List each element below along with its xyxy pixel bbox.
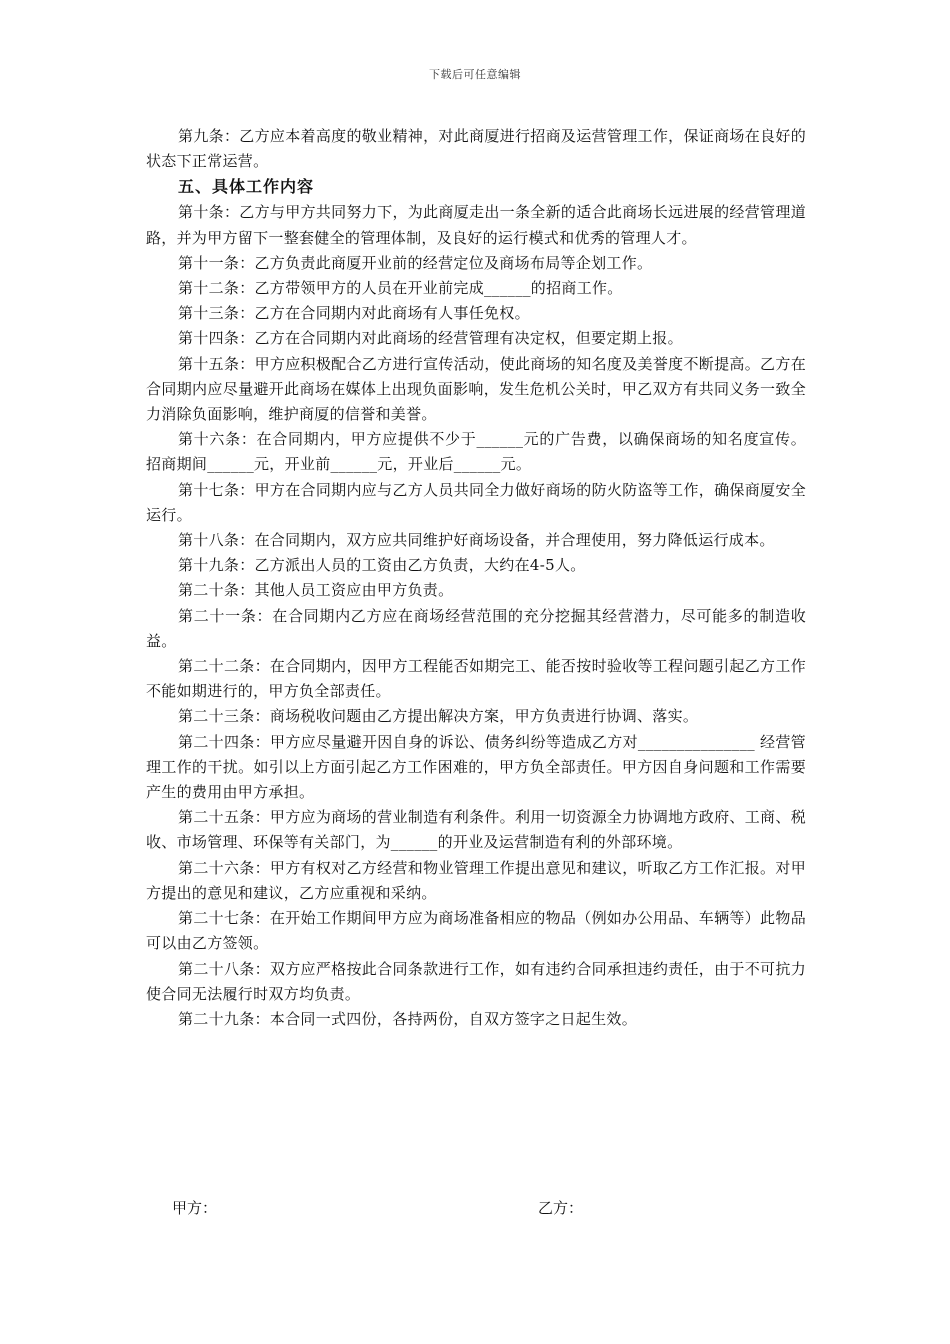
- clause-18: 第十八条：在合同期内，双方应共同维护好商场设备，并合理使用，努力降低运行成本。: [178, 531, 775, 550]
- contract-body: [146, 124, 806, 1032]
- clause-12: 第十二条：乙方带领甲方的人员在开业前完成______的招商工作。: [178, 279, 623, 298]
- clause-26: 第二十六条：甲方有权对乙方经营和物业管理工作提出意见和建议，听取乙方工作汇报。对甲方提出的意见和建议，乙方应重视和采纳。: [146, 858, 806, 902]
- party-a-signature-label: 甲方：: [172, 1199, 218, 1217]
- clause-22: 第二十二条：在合同期内，因甲方工程能否如期完工、能否按时验收等工程问题引起乙方工作不能如期进行的，甲方负全部责任。: [146, 657, 806, 701]
- clause-21: 第二十一条：在合同期内乙方应在商场经营范围的充分挖掘其经营潜力，尽可能多的制造收益。: [146, 606, 806, 650]
- clause-11: 第十一条：乙方负责此商厦开业前的经营定位及商场布局等企划工作。: [178, 253, 653, 272]
- signature-row: [172, 1197, 732, 1221]
- clause-25: 第二十五条：甲方应为商场的营业制造有利条件。利用一切资源全力协调地方政府、工商、税收、市场管理、环保等有关部门，为______的开业及运营制造有利的外部环境。: [146, 808, 806, 852]
- clause-15: 第十五条：甲方应积极配合乙方进行宣传活动，使此商场的知名度及美誉度不断提高。乙方在合同期内应尽量避开此商场在媒体上出现负面影响，发生危机公关时，甲乙双方有共同义务一致全力消除负面影响，维护商厦的信誉和美誉。: [146, 354, 806, 424]
- clause-23: 第二十三条：商场税收问题由乙方提出解决方案，甲方负责进行协调、落实。: [178, 707, 699, 726]
- clause-14: 第十四条：乙方在合同期内对此商场的经营管理有决定权，但要定期上报。: [178, 329, 683, 348]
- clause-24: 第二十四条：甲方应尽量避开因自身的诉讼、债务纠纷等造成乙方对_______________ 经营管理工作的干扰。如引以上方面引起乙方工作困难的，甲方负全部责任。甲方因自身问题和工作需要产生的费用由甲方承担。: [146, 732, 806, 802]
- clause-28: 第二十八条：双方应严格按此合同条款进行工作，如有违约合同承担违约责任，由于不可抗力使合同无法履行时双方均负责。: [146, 959, 806, 1003]
- clause-9: 第九条：乙方应本着高度的敬业精神，对此商厦进行招商及运营管理工作，保证商场在良好的状态下正常运营。: [146, 127, 806, 171]
- clause-16: 第十六条：在合同期内，甲方应提供不少于______元的广告费，以确保商场的知名度宣传。招商期间______元，开业前______元，开业后______元。: [146, 430, 806, 474]
- clause-29: 第二十九条：本合同一式四份，各持两份，自双方签字之日起生效。: [178, 1009, 638, 1028]
- clause-19: 第十九条：乙方派出人员的工资由乙方负责，大约在4-5人。: [178, 556, 586, 575]
- clause-27: 第二十七条：在开始工作期间甲方应为商场准备相应的物品（例如办公用品、车辆等）此物品可以由乙方签领。: [146, 909, 806, 953]
- clause-13: 第十三条：乙方在合同期内对此商场有人事任免权。: [178, 304, 530, 323]
- clause-20: 第二十条：其他人员工资应由甲方负责。: [178, 581, 454, 600]
- party-b-signature-label: 乙方：: [538, 1199, 584, 1217]
- section-heading: 五、具体工作内容: [178, 177, 315, 197]
- header-note: 下载后可任意编辑: [429, 68, 521, 81]
- clause-10: 第十条：乙方与甲方共同努力下，为此商厦走出一条全新的适合此商场长远进展的经营管理道路，并为甲方留下一整套健全的管理体制，及良好的运行模式和优秀的管理人才。: [146, 203, 806, 247]
- clause-17: 第十七条：甲方在合同期内应与乙方人员共同全力做好商场的防火防盗等工作，确保商厦安全运行。: [146, 480, 806, 524]
